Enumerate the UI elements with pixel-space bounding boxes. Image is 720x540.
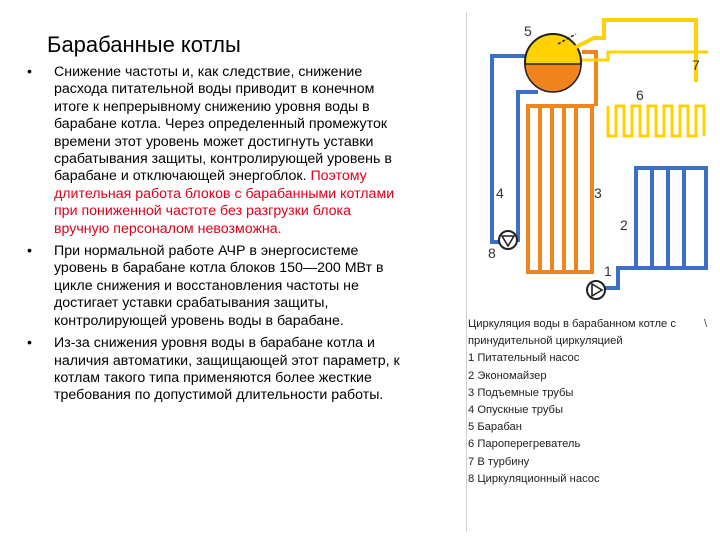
bullet-text: Снижение частоты и, как следствие, снижение расхода питательной воды приводит в конечном итоге к непрерывному снижению уровня воды в барабане котла. Через определенный промежуток времени этот уровень может достигнуть уставки срабатывания защиты, контролирующей уровень в барабане и отключающей энергоблок.	[54, 64, 392, 185]
legend-item: 8 Циркуляционный насос	[468, 472, 600, 485]
label-2: 2	[620, 217, 628, 233]
diagram-legend	[468, 316, 708, 488]
legend-item: 2 Экономайзер	[468, 369, 547, 382]
corner-mark: \	[704, 318, 708, 330]
legend-item: 6 Пароперегреватель	[468, 438, 581, 451]
bullet-list	[27, 64, 407, 410]
bullet-dot-icon: •	[27, 335, 32, 352]
drum-water	[525, 64, 581, 92]
slide-title: Барабанные котлы	[47, 32, 241, 57]
bullet-dot-icon: •	[27, 243, 32, 260]
label-8: 8	[488, 245, 496, 261]
label-6: 6	[636, 87, 644, 103]
legend-item: 3 Подъемные трубы	[468, 386, 574, 399]
label-7: 7	[692, 57, 700, 73]
legend-caption: Циркуляция воды в барабанном котле с принудительной циркуляцией	[468, 318, 676, 348]
label-5: 5	[524, 23, 532, 39]
boiler-diagram	[468, 12, 718, 312]
economizer-tubes	[636, 168, 706, 268]
bullet-item	[27, 335, 407, 405]
label-4: 4	[496, 185, 504, 201]
bullet-item	[27, 243, 407, 330]
bullet-dot-icon: •	[27, 64, 32, 80]
legend-item: 4 Опускные трубы	[468, 404, 563, 417]
label-3: 3	[594, 185, 602, 201]
legend-item: 1 Питательный насос	[468, 352, 580, 365]
riser-tubes	[528, 106, 592, 272]
bullet-item	[27, 64, 407, 238]
bullet-red-text: Поэтому длительная работа блоков с барабанными котлами при пониженной частоте без разгрузки блока вручную персоналом невозможна.	[54, 168, 395, 237]
superheater-coils	[608, 106, 704, 136]
label-1: 1	[604, 263, 612, 279]
legend-item: 7 В турбину	[468, 455, 530, 468]
bullet-text: При нормальной работе АЧР в энергосистеме уровень в барабане котла блоков 150—200 МВт в цикле снижения и восстановления частоты не достигает уставки срабатывания защиты, контролирующей уровень воды в барабане.	[54, 243, 384, 329]
divider	[466, 12, 467, 532]
legend-item: 5 Барабан	[468, 421, 522, 434]
bullet-text: Из-за снижения уровня воды в барабане котла и наличия автоматики, защищающей этот параметр, к котлам такого типа применяются более жесткие требования по допустимой длительности работы.	[54, 335, 400, 404]
